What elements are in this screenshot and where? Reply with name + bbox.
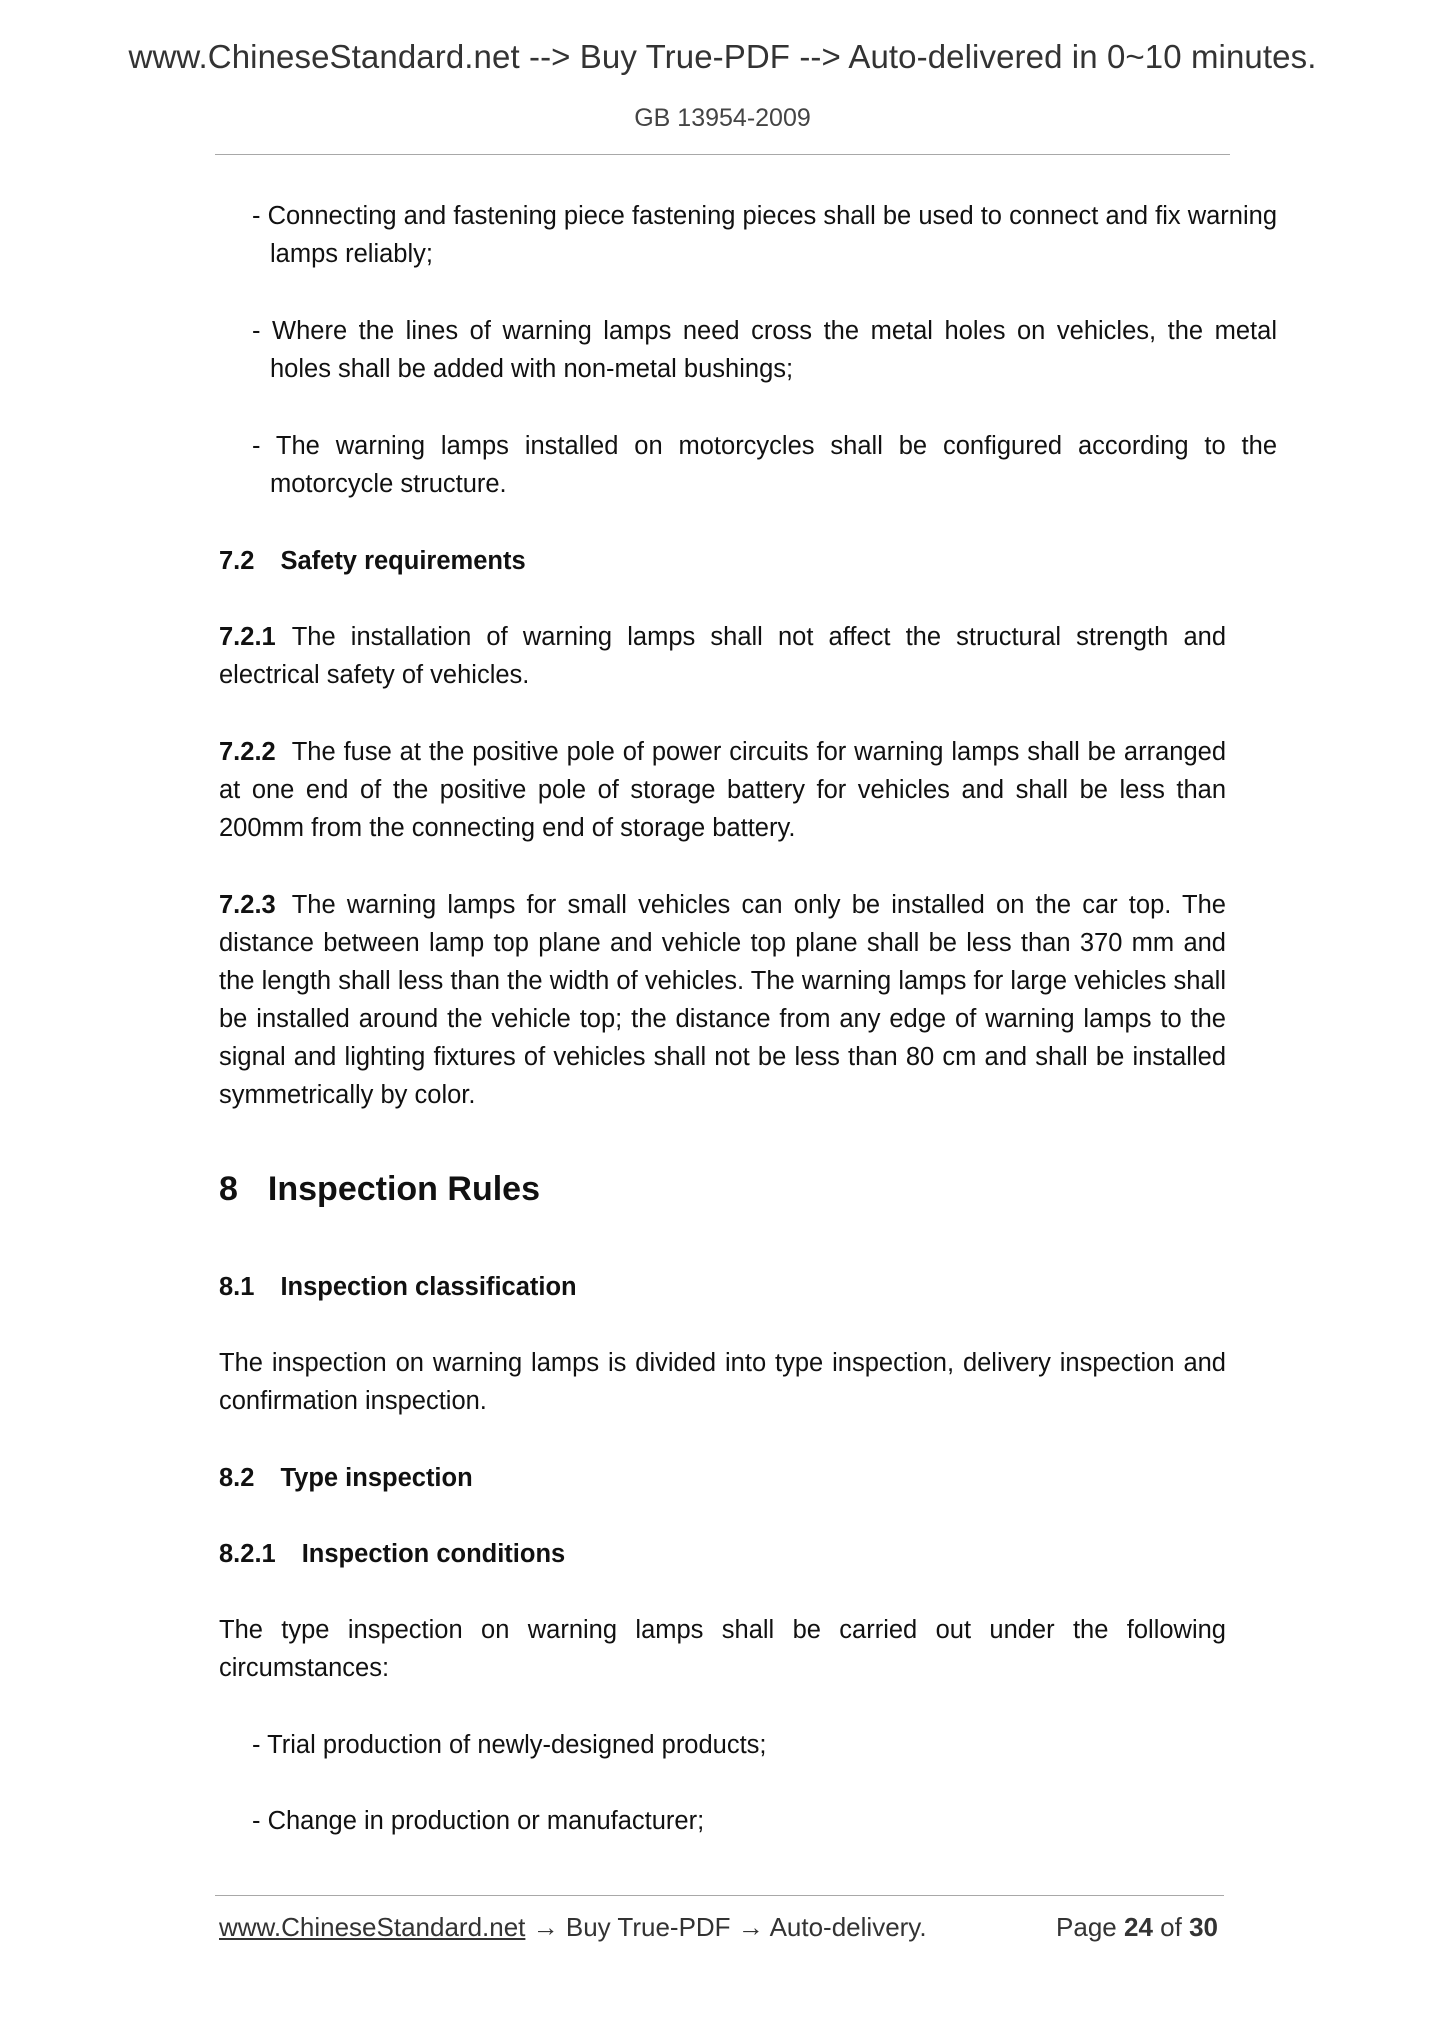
- clause-7-2-1: [219, 618, 1226, 694]
- section-title: Safety requirements: [280, 547, 526, 575]
- chapter-heading-8: [219, 1170, 1226, 1208]
- clause-text: The warning lamps for small vehicles can only be installed on the car top. The distance between lamp top plane and vehicle top plane shall be less than 370 mm and the length shall less than the width of vehicles. The warning lamps for large vehicles shall be installed around the vehicle top; the distance from any edge of warning lamps to the signal and lighting fixtures of vehicles shall not be less than 80 cm and shall be installed symmetrically by color.: [219, 891, 1226, 1109]
- bullet-item: - The warning lamps installed on motorcycles shall be configured according to the motorcycle structure.: [252, 432, 1277, 498]
- page-label: Page: [1056, 1912, 1117, 1942]
- bullet-item: - Where the lines of warning lamps need cross the metal holes on vehicles, the metal holes shall be added with non-metal bushings;: [252, 317, 1277, 383]
- chapter-title: Inspection Rules: [267, 1170, 540, 1208]
- page-total: 30: [1189, 1912, 1218, 1942]
- clause-text: The installation of warning lamps shall not affect the structural strength and electrical safety of vehicles.: [219, 623, 1226, 689]
- section-title: Type inspection: [280, 1464, 473, 1492]
- footer-promo: → Buy True-PDF → Auto-delivery.: [525, 1912, 927, 1942]
- bullet-item: - Connecting and fastening piece fastening pieces shall be used to connect and fix warning lamps reliably;: [252, 202, 1277, 268]
- section-heading-8-2-1: [219, 1535, 1226, 1573]
- page-of: of: [1160, 1912, 1182, 1942]
- section-heading-8-1: [219, 1268, 1226, 1306]
- clause-7-2-3: [219, 886, 1226, 1114]
- section-number: 8.2.1: [219, 1540, 276, 1568]
- header-divider: [215, 154, 1230, 155]
- section-title: Inspection classification: [280, 1273, 577, 1301]
- clause-number: 7.2.1: [219, 623, 276, 651]
- section-number: 8.2: [219, 1464, 255, 1492]
- section-heading-8-2: [219, 1459, 1226, 1497]
- footer-divider: [215, 1895, 1224, 1896]
- site-banner: www.ChineseStandard.net --> Buy True-PDF --> Auto-delivered in 0~10 minutes.: [128, 38, 1317, 75]
- page-indicator: [1056, 1912, 1218, 1943]
- page-current: 24: [1124, 1912, 1153, 1942]
- paragraph: The type inspection on warning lamps shall be carried out under the following circumstances:: [219, 1616, 1226, 1682]
- clause-text: The fuse at the positive pole of power circuits for warning lamps shall be arranged at one end of the positive pole of storage battery for vehicles and shall be less than 200mm from the connecting end of storage battery.: [219, 738, 1226, 842]
- clause-7-2-2: [219, 733, 1226, 847]
- bullet-item: - Change in production or manufacturer;: [252, 1807, 705, 1835]
- standard-code: GB 13954-2009: [634, 104, 811, 132]
- bullet-item: - Trial production of newly-designed products;: [252, 1731, 767, 1759]
- paragraph: The inspection on warning lamps is divided into type inspection, delivery inspection and confirmation inspection.: [219, 1349, 1226, 1415]
- section-number: 8.1: [219, 1273, 255, 1301]
- section-number: 7.2: [219, 547, 255, 575]
- footer-site-link[interactable]: www.ChineseStandard.net: [219, 1912, 526, 1942]
- section-title: Inspection conditions: [301, 1540, 566, 1568]
- chapter-number: 8: [219, 1170, 238, 1208]
- section-heading-7-2: [219, 542, 1226, 580]
- page-footer: [219, 1912, 1224, 1943]
- clause-number: 7.2.3: [219, 891, 276, 919]
- clause-number: 7.2.2: [219, 738, 276, 766]
